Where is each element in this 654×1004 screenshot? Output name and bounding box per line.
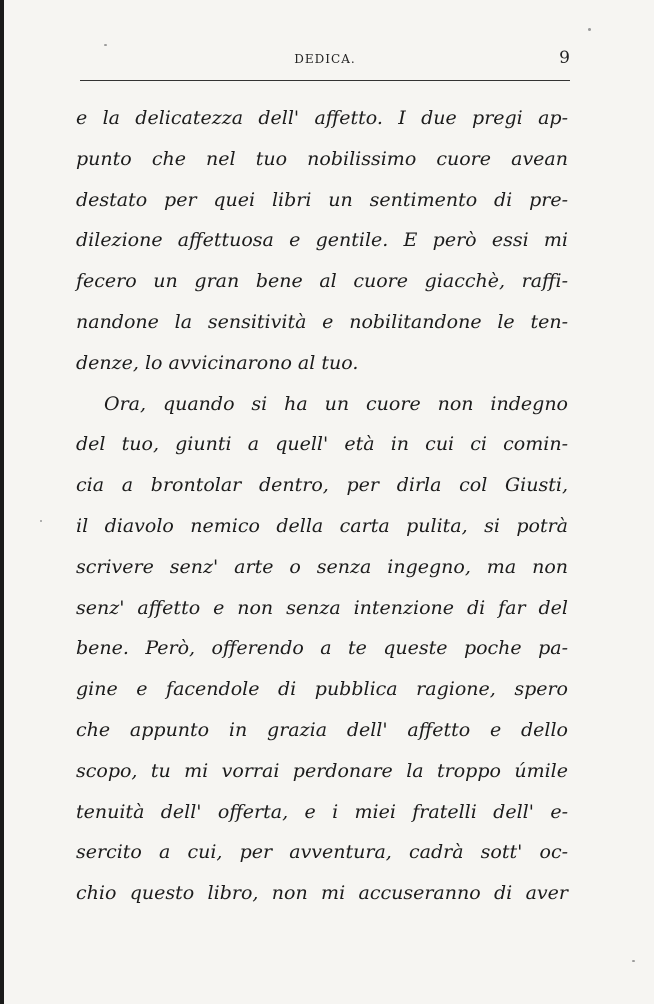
text-line: scopo, tu mi vorrai perdonare la troppo úmile	[76, 759, 568, 782]
page-binding-edge	[0, 0, 4, 1004]
paper-speck	[40, 520, 42, 522]
text-line: dilezione affettuosa e gentile. E però essi mi	[76, 229, 568, 252]
text-line: cia a brontolar dentro, per dirla col Giusti,	[76, 474, 568, 497]
header-rule	[80, 80, 570, 81]
text-line: sercito a cui, per avventura, cadrà sott' oc-	[76, 841, 568, 864]
paper-speck	[104, 44, 107, 46]
page-header	[80, 48, 570, 76]
text-line: bene. Però, offerendo a te queste poche pa-	[76, 637, 568, 660]
text-line: che appunto in grazia dell' affetto e dello	[76, 718, 568, 741]
text-line: tenuità dell' offerta, e i miei fratelli dell' e-	[76, 800, 568, 823]
text-line: punto che nel tuo nobilissimo cuore avean	[76, 147, 568, 170]
paper-speck	[588, 28, 591, 31]
text-line: senz' affetto e non senza intenzione di far del	[76, 596, 568, 619]
paper-speck	[632, 960, 635, 962]
text-line: e la delicatezza dell' affetto. I due pregi ap-	[76, 107, 568, 129]
text-line: gine e facendole di pubblica ragione, spero	[76, 678, 568, 701]
text-line: nandone la sensitività e nobilitandone le ten-	[76, 310, 568, 333]
running-title: DEDICA.	[294, 52, 356, 66]
text-line: destato per quei libri un sentimento di pre-	[76, 188, 568, 211]
text-line: il diavolo nemico della carta pulita, si potrà	[76, 514, 568, 537]
text-line: scrivere senz' arte o senza ingegno, ma non	[76, 555, 568, 578]
text-line: del tuo, giunti a quell' età in cui ci comin-	[76, 433, 568, 456]
text-line: denze, lo avvicinarono al tuo.	[76, 351, 359, 374]
body-text	[76, 98, 568, 914]
text-line: fecero un gran bene al cuore giacchè, raffi-	[76, 270, 568, 293]
text-line: chio questo libro, non mi accuseranno di aver	[76, 882, 568, 905]
page-number: 9	[559, 48, 570, 68]
paragraph-start-line: Ora, quando si ha un cuore non indegno	[104, 392, 568, 415]
